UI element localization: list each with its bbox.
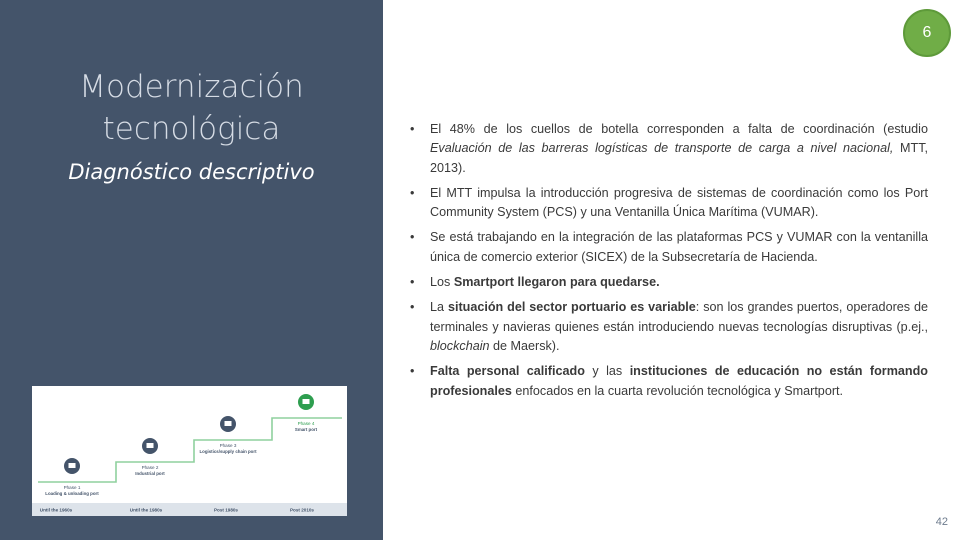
bullet-text: de Maersk).	[489, 338, 560, 353]
phase-era: Until the 1980s	[129, 507, 163, 513]
port-evolution-figure	[32, 386, 347, 516]
phase-name: Phase 4	[297, 421, 315, 426]
page-number: 42	[935, 516, 948, 528]
phase-name: Phase 2	[141, 465, 159, 470]
port-evolution-diagram	[32, 386, 347, 516]
slide-subtitle: Diagnóstico descriptivo	[68, 160, 315, 184]
bullet-text: situación del sector portuario es variable	[447, 300, 696, 315]
bullet-item	[408, 228, 928, 267]
bullet-text: y las	[584, 364, 630, 379]
bullet-text: enfocados en la cuarta revolución tecnológica y Smartport.	[511, 383, 844, 398]
wifi-icon-glyph	[303, 399, 310, 404]
phase-description: Industrial port	[135, 471, 165, 476]
bullet-text: Falta personal calificado	[430, 364, 585, 379]
crane-icon-glyph	[69, 463, 76, 468]
phase-era: Until the 1960s	[39, 507, 73, 513]
bullet-item	[408, 184, 928, 223]
phase-description: Smart port	[294, 427, 318, 432]
phase-description: Logistics/supply chain port	[199, 449, 257, 454]
phase-name: Phase 1	[63, 485, 81, 490]
bullet-text: : son los grandes puertos, operadores de terminales y navieras quienes están introduciendo nuevas tecnologías disruptivas (p.ej.,	[430, 300, 929, 334]
slide-badge: 6	[903, 9, 951, 57]
factory-icon-glyph	[147, 443, 154, 448]
bullet-item	[408, 298, 928, 356]
bullet-text: Evaluación de las barreras logísticas de transporte de carga a nivel nacional,	[430, 141, 894, 156]
bullet-item	[408, 120, 928, 178]
title-line-2: tecnológica	[102, 111, 281, 147]
bullet-text: blockchain	[430, 338, 490, 353]
bullet-text: Los	[430, 275, 454, 290]
bullet-item	[408, 362, 928, 401]
bullet-list	[408, 120, 928, 407]
bullet-text: Se está trabajando en la integración de las plataformas PCS y VUMAR con la ventanilla única de comercio exterior (SICEX) de la Subsecretaría de Hacienda.	[430, 230, 928, 264]
phase-era: Post 2010s	[289, 507, 315, 513]
slide-title	[0, 66, 383, 150]
bullet-text: instituciones de educación no están formando profesionales	[430, 364, 928, 398]
network-icon-glyph	[225, 421, 232, 426]
bullet-text: El 48% de los cuellos de botella corresponden a falta de coordinación (estudio	[430, 122, 928, 136]
bullet-text: MTT, 2013).	[430, 141, 928, 175]
phase-description: Loading & unloading port	[45, 491, 99, 496]
phase-name: Phase 3	[219, 443, 237, 448]
phase-era: Post 1980s	[213, 507, 239, 513]
bullet-text: El MTT impulsa la introducción progresiva de sistemas de coordinación como los Port Community System (PCS) y una Ventanilla Única Marítima (VUMAR).	[430, 185, 928, 220]
bullet-text: Smartport llegaron para quedarse.	[453, 275, 660, 290]
title-line-1: Modernización	[79, 69, 304, 105]
bullet-text: La	[430, 300, 448, 315]
bullet-item	[408, 273, 928, 292]
